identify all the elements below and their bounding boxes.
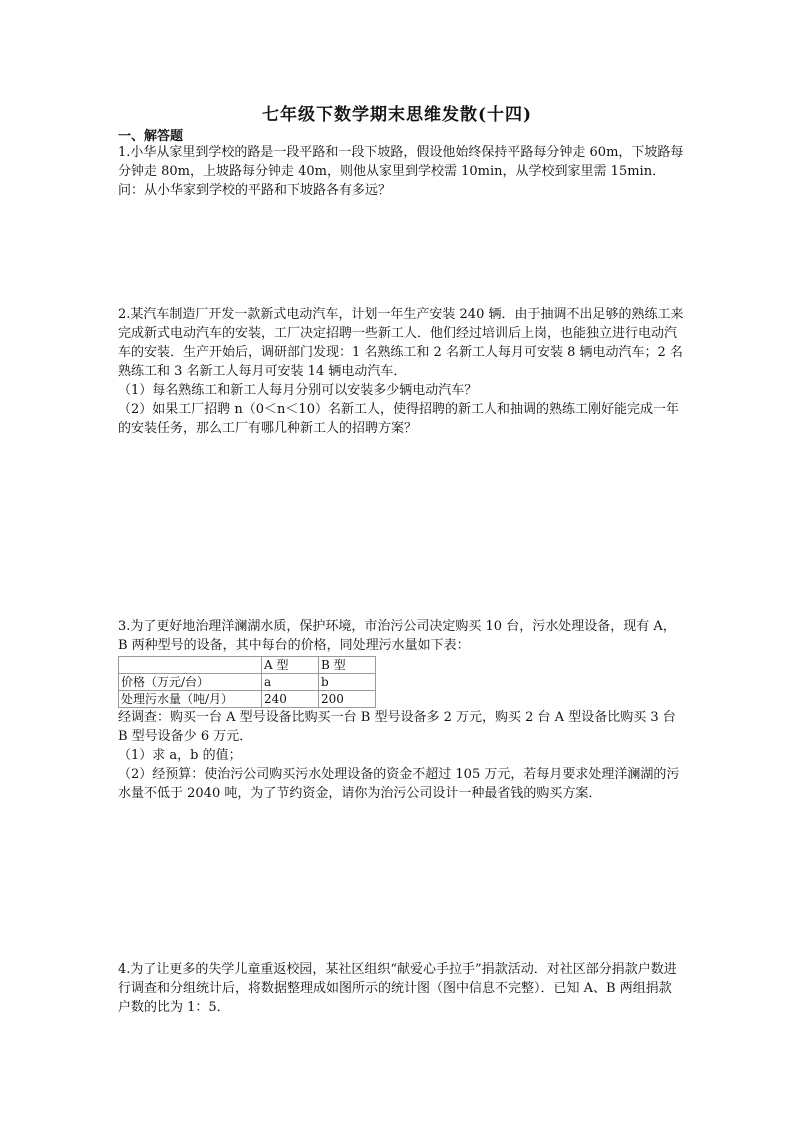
table-header-row xyxy=(119,657,376,674)
question-2 xyxy=(118,305,684,438)
table-row xyxy=(119,691,376,708)
question-3 xyxy=(118,617,684,803)
table-cell xyxy=(119,657,262,674)
question-2-text: 2.某汽车制造厂开发一款新式电动汽车，计划一年生产安装 240 辆．由于抽调不出足够的熟练工来完成新式电动汽车的安装，工厂决定招聘一些新工人．他们经过培训后上岗，也能独立进行电动汽车的安装．生产开始后，调研部门发现：1 名熟练工和 2 名新工人每月可安装 8 辆电动汽车；2 名熟练工和 3 名新工人每月可安装 14 辆电动汽车． xyxy=(118,307,684,379)
table-cell: 处理污水量（吨/月） xyxy=(119,691,262,708)
table-cell: a xyxy=(262,674,319,691)
question-3-part-2: （2）经预算：使治污公司购买污水处理设备的资金不超过 105 万元，若每月要求处理洋澜湖的污水量不低于 2040 吨，为了节约资金，请你为治污公司设计一种最省钱的购买方案． xyxy=(118,767,680,801)
table-cell: 240 xyxy=(262,691,319,708)
question-3-part-1: （1）求 a，b 的值； xyxy=(118,748,242,763)
question-1-text: 1.小华从家里到学校的路是一段平路和一段下坡路，假设他始终保持平路每分钟走 60m，下坡路每分钟走 80m，上坡路每分钟走 40m，则他从家里到学校需 10min，从学校到家里需 15min．问：从小华家到学校的平路和下坡路各有多远？ xyxy=(118,145,684,198)
question-4-text: 4.为了让更多的失学儿童重返校园，某社区组织“献爱心手拉手”捐款活动．对社区部分捐款户数进行调查和分组统计后，将数据整理成如图所示的统计图（图中信息不完整）．已知 A、B 两组捐款户数的比为 1：5． xyxy=(118,962,677,1015)
question-2-part-1: （1）每名熟练工和新工人每月分别可以安装多少辆电动汽车？ xyxy=(118,383,478,398)
table-cell: 价格（万元/台） xyxy=(119,674,262,691)
question-4 xyxy=(118,960,684,1017)
question-1 xyxy=(118,143,684,200)
table-cell: 200 xyxy=(319,691,376,708)
page-title: 七年级下数学期末思维发散(十四) xyxy=(261,105,533,125)
question-2-part-2: （2）如果工厂招聘 n（0＜n＜10）名新工人，使得招聘的新工人和抽调的熟练工刚好能完成一年的安装任务，那么工厂有哪几种新工人的招聘方案？ xyxy=(118,402,679,436)
table-header-a: A 型 xyxy=(262,657,319,674)
equipment-table xyxy=(118,656,376,708)
table-header-b: B 型 xyxy=(319,657,376,674)
table-row xyxy=(119,674,376,691)
question-3-survey: 经调查：购买一台 A 型号设备比购买一台 B 型号设备多 2 万元，购买 2 台 A 型设备比购买 3 台 B 型号设备少 6 万元． xyxy=(118,710,676,744)
question-3-text: 3.为了更好地治理洋澜湖水质，保护环境，市治污公司决定购买 10 台，污水处理设备，现有 A，B 两种型号的设备，其中每台的价格，同处理污水量如下表： xyxy=(118,619,676,653)
section-heading: 一、解答题 xyxy=(118,129,184,144)
table-cell: b xyxy=(319,674,376,691)
